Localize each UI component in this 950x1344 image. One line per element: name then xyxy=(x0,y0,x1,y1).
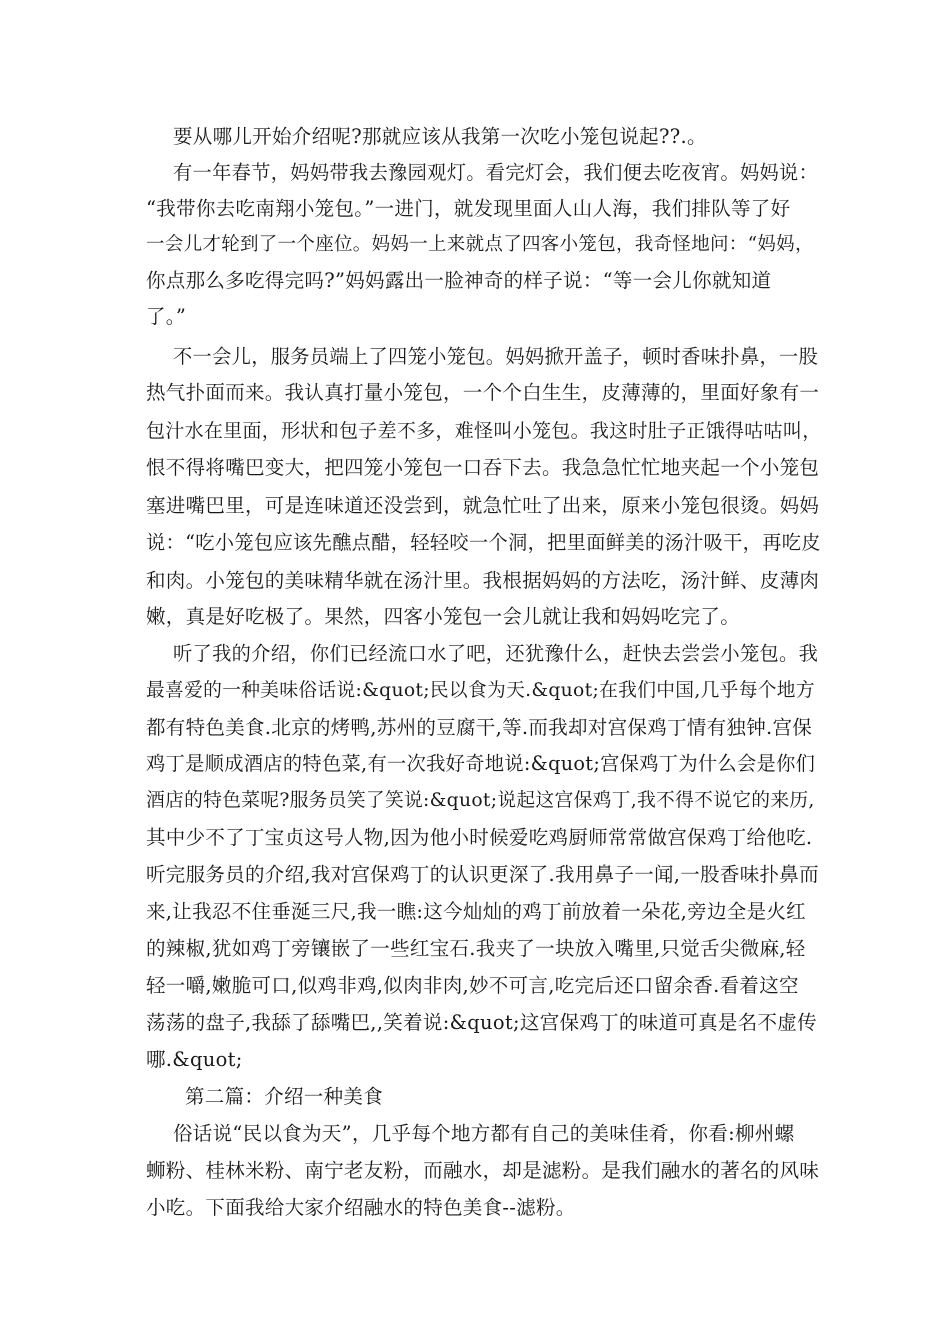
text-line: 鸡丁是顺成酒店的特色菜,有一次我好奇地说:&quot;宫保鸡丁为什么会是你们 xyxy=(146,752,816,775)
text-line: 和肉。小笼包的美味精华就在汤汁里。我根据妈妈的方法吃，汤汁鲜、皮薄肉 xyxy=(146,569,820,592)
text-line: 不一会儿，服务员端上了四笼小笼包。妈妈掀开盖子，顿时香味扑鼻，一股 xyxy=(173,345,819,368)
text-line: 塞进嘴巴里，可是连味道还没尝到，就急忙吐了出来，原来小笼包很烫。妈妈 xyxy=(146,494,820,517)
text-line: 最喜爱的一种美味俗话说:&quot;民以食为天.&quot;在我们中国,几乎每个地方 xyxy=(146,680,815,701)
text-line: 热气扑面而来。我认真打量小笼包，一个个白生生，皮薄薄的，里面好象有一 xyxy=(146,381,820,404)
text-line: 酒店的特色菜呢?服务员笑了笑说:&quot;说起这宫保鸡丁,我不得不说它的来历, xyxy=(146,790,815,811)
text-line: 都有特色美食.北京的烤鸭,苏州的豆腐干,等.而我却对宫保鸡丁情有独钟.宫保 xyxy=(146,716,813,739)
text-line: 要从哪儿开始介绍呢?那就应该从我第一次吃小笼包说起??.。 xyxy=(173,125,707,148)
text-line: 听了我的介绍，你们已经流口水了吧，还犹豫什么，赶快去尝尝小笼包。我 xyxy=(173,642,819,665)
text-line: 有一年春节，妈妈带我去豫园观灯。看完灯会，我们便去吃夜宵。妈妈说： xyxy=(173,161,819,184)
text-line: 了。” xyxy=(146,305,187,328)
text-line: 嫩，真是好吃极了。果然，四客小笼包一会儿就让我和妈妈吃完了。 xyxy=(146,605,741,628)
text-line: 一会儿才轮到了一个座位。妈妈一上来就点了四客小笼包，我奇怪地问：“妈妈， xyxy=(146,234,814,255)
text-line: 听完服务员的介绍,我对宫保鸡丁的认识更深了.我用鼻子一闻,一股香味扑鼻而 xyxy=(146,863,819,886)
text-line: 的辣椒,犹如鸡丁旁镶嵌了一些红宝石.我夹了一块放入嘴里,只觉舌尖微麻,轻 xyxy=(146,937,806,960)
section-heading: 第二篇：介绍一种美食 xyxy=(185,1085,384,1108)
text-line: 轻一嚼,嫩脆可口,似鸡非鸡,似肉非肉,妙不可言,吃完后还口留余香.看着这空 xyxy=(146,974,799,997)
text-line: 小吃。下面我给大家介绍融水的特色美食--滤粉。 xyxy=(146,1196,576,1219)
text-line: 荡荡的盘子,我舔了舔嘴巴,,笑着说:&quot;这宫保鸡丁的味道可真是名不虚传 xyxy=(146,1011,817,1034)
text-line: 其中少不了丁宝贞这号人物,因为他小时候爱吃鸡厨师常常做宫保鸡丁给他吃. xyxy=(146,826,813,849)
text-line: 说：“吃小笼包应该先醮点醋，轻轻咬一个洞，把里面鲜美的汤汁吸干，再吃皮 xyxy=(146,531,821,554)
text-line: 哪.&quot; xyxy=(146,1048,243,1071)
text-line: 来,让我忍不住垂涎三尺,我一瞧:这今灿灿的鸡丁前放着一朵花,旁边全是火红 xyxy=(146,900,806,923)
text-line: 恨不得将嘴巴变大，把四笼小笼包一口吞下去。我急急忙忙地夹起一个小笼包 xyxy=(146,456,820,479)
text-line: 你点那么多吃得完吗?”妈妈露出一脸神奇的样子说：“等一会儿你就知道 xyxy=(146,269,772,292)
text-line: 包汁水在里面，形状和包子差不多，难怪叫小笼包。我这时肚子正饿得咕咕叫， xyxy=(146,420,822,442)
text-line: 蛳粉、桂林米粉、南宁老友粉，而融水，却是滤粉。是我们融水的著名的风味 xyxy=(146,1159,820,1182)
text-line: 俗话说“民以食为天”，几乎每个地方都有自己的美味佳肴，你看:柳州螺 xyxy=(173,1122,795,1145)
text-line: “我带你去吃南翔小笼包。”一进门，就发现里面人山人海，我们排队等了好 xyxy=(146,197,791,220)
